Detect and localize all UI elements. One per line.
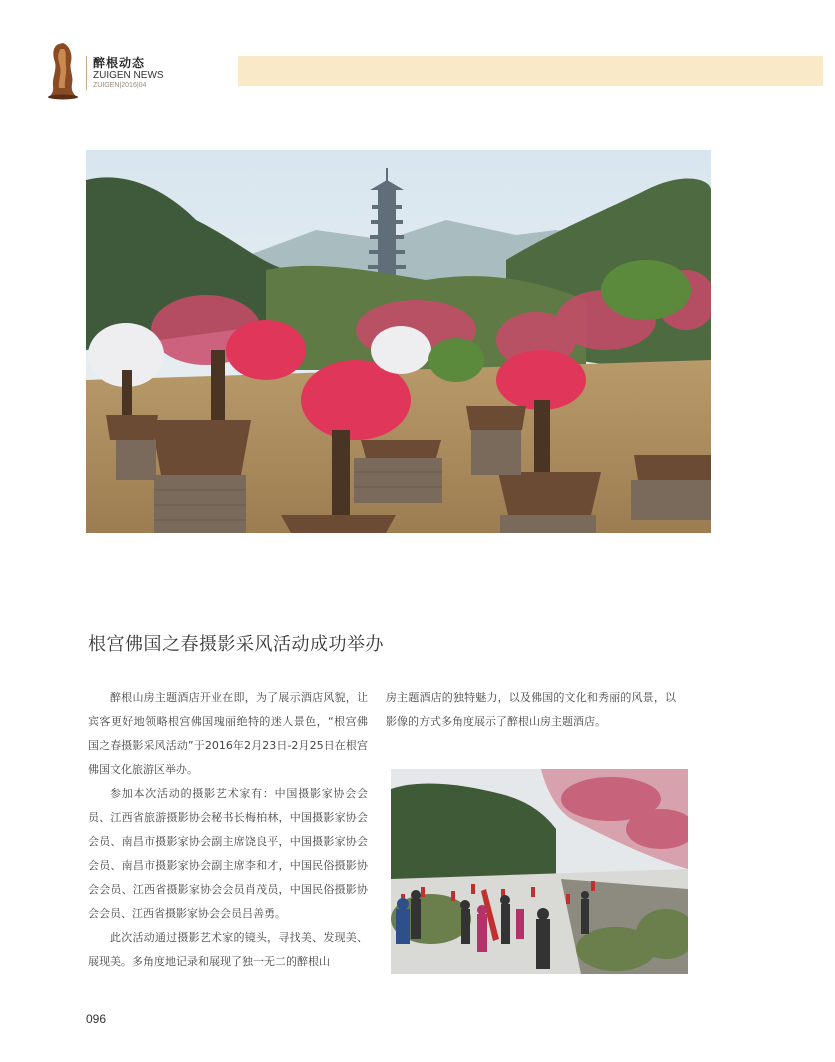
zuigen-root-logo xyxy=(47,40,79,100)
visitors-plaza-photo xyxy=(391,769,688,974)
header-color-bar xyxy=(238,56,823,86)
section-title-cn: 醉根动态 xyxy=(93,56,146,70)
article-body-left xyxy=(88,686,368,974)
page-number: 096 xyxy=(86,1012,107,1026)
article-body-right xyxy=(386,686,676,734)
section-title-en: ZUIGEN NEWS xyxy=(93,70,164,81)
paragraph: 参加本次活动的摄影艺术家有：中国摄影家协会会员、江西省旅游摄影协会秘书长梅柏林，中国摄影家协会会员、南昌市摄影家协会副主席饶良平，中国摄影家协会会员、南昌市摄影家协会副主席李和才，中国民俗摄影协会会员、江西省摄影家协会会员肖茂员，中国民俗摄影协会会员、江西省摄影家协会会员吕善勇。 xyxy=(88,787,368,920)
paragraph: 此次活动通过摄影艺术家的镜头，寻找美、发现美、展现美。多角度地记录和展现了独一无二的醉根山 xyxy=(88,931,368,968)
paragraph: 房主题酒店的独特魅力，以及佛国的文化和秀丽的风景，以影像的方式多角度展示了醉根山房主题酒店。 xyxy=(386,691,676,728)
article-title: 根宫佛国之春摄影采风活动成功举办 xyxy=(88,634,384,655)
paragraph: 醉根山房主题酒店开业在即，为了展示酒店风貌，让宾客更好地领略根宫佛国瑰丽绝特的迷人景色，“根宫佛国之春摄影采风活动”于2016年2月23日-2月25日在根宫佛国文化旅游区举办。 xyxy=(88,691,368,776)
bonsai-garden-photo xyxy=(86,150,711,533)
issue-label: ZUIGEN|2016|04 xyxy=(93,82,147,89)
brand-divider xyxy=(86,56,87,90)
